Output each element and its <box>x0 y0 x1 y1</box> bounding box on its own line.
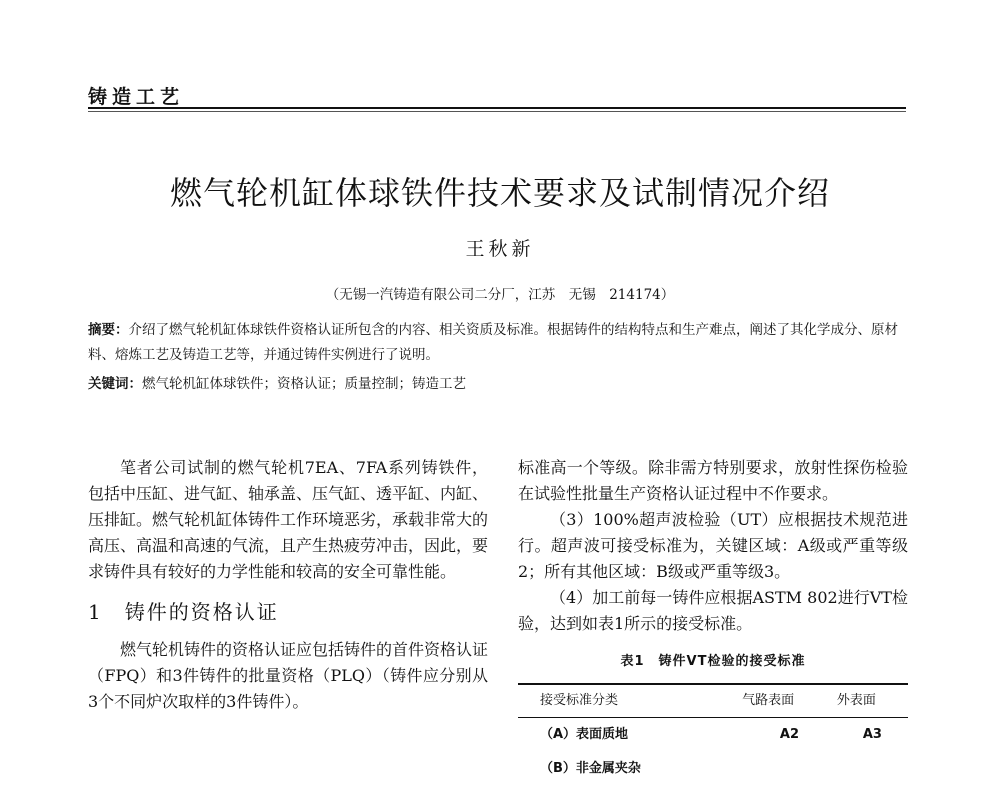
keywords-text: 燃气轮机缸体球铁件；资格认证；质量控制；铸造工艺 <box>142 376 466 392</box>
table-cell: A3 <box>862 727 882 742</box>
table-cell <box>837 752 908 786</box>
table-caption: 表1 铸件VT检验的接受标准 <box>620 654 806 669</box>
table-header: 气路表面 <box>742 684 837 718</box>
paragraph-vt: （4）加工前每一铸件应根据ASTM 802进行VT检验，达到如表1所示的接受标准。 <box>518 588 908 633</box>
article-author: 王秋新 <box>465 238 535 260</box>
author-affiliation: （无锡一汽铸造有限公司二分厂，江苏 无锡 214174） <box>325 287 675 303</box>
table-header: 外表面 <box>837 684 908 718</box>
table-cell <box>742 752 837 786</box>
intro-paragraph: 笔者公司试制的燃气轮机7EA、7FA系列铸铁件，包括中压缸、进气缸、轴承盖、压气缸、透平缸、内缸、压排缸。燃气轮机缸体铸件工作环境恶劣，承载非常大的高压、高温和高速的气流，且产生热疲劳冲击，因此，要求铸件具有较好的力学性能和较高的安全可靠性能。 <box>88 458 489 581</box>
table-row <box>518 752 908 786</box>
header-rule <box>88 107 906 109</box>
table-row <box>518 718 908 753</box>
table-cell: （B）非金属夹杂 <box>540 761 641 776</box>
paragraph-ut: （3）100%超声波检验（UT）应根据技术规范进行。超声波可接受标准为，关键区域：A级或严重等级2；所有其他区域：B级或严重等级3。 <box>518 510 908 581</box>
header-rule-thin <box>88 111 906 112</box>
section-paragraph: 燃气轮机铸件的资格认证应包括铸件的首件资格认证（FPQ）和3件铸件的批量资格（PLQ）（铸件应分别从3个不同炉次取样的3件铸件）。 <box>88 640 489 711</box>
table-cell: （A）表面质地 <box>540 727 629 742</box>
abstract-text: 介绍了燃气轮机缸体球铁件资格认证所包含的内容、相关资质及标准。根据铸件的结构特点和生产难点，阐述了其化学成分、原材料、熔炼工艺及铸造工艺等，并通过铸件实例进行了说明。 <box>88 322 898 363</box>
vt-acceptance-table <box>518 683 908 786</box>
continued-paragraph: 标准高一个等级。除非需方特别要求，放射性探伤检验在试验性批量生产资格认证过程中不作要求。 <box>518 458 908 503</box>
section-heading: 1 铸件的资格认证 <box>88 600 279 624</box>
table-header: 接受标准分类 <box>518 684 742 718</box>
table-cell: A2 <box>779 727 800 742</box>
keywords <box>88 372 908 392</box>
left-column <box>88 455 488 715</box>
abstract-label: 摘要： <box>88 322 129 338</box>
right-column <box>518 455 908 786</box>
keywords-label: 关键词： <box>88 376 142 392</box>
journal-section-header: 铸造工艺 <box>88 86 185 108</box>
abstract <box>88 318 908 368</box>
article-title: 燃气轮机缸体球铁件技术要求及试制情况介绍 <box>169 174 830 212</box>
